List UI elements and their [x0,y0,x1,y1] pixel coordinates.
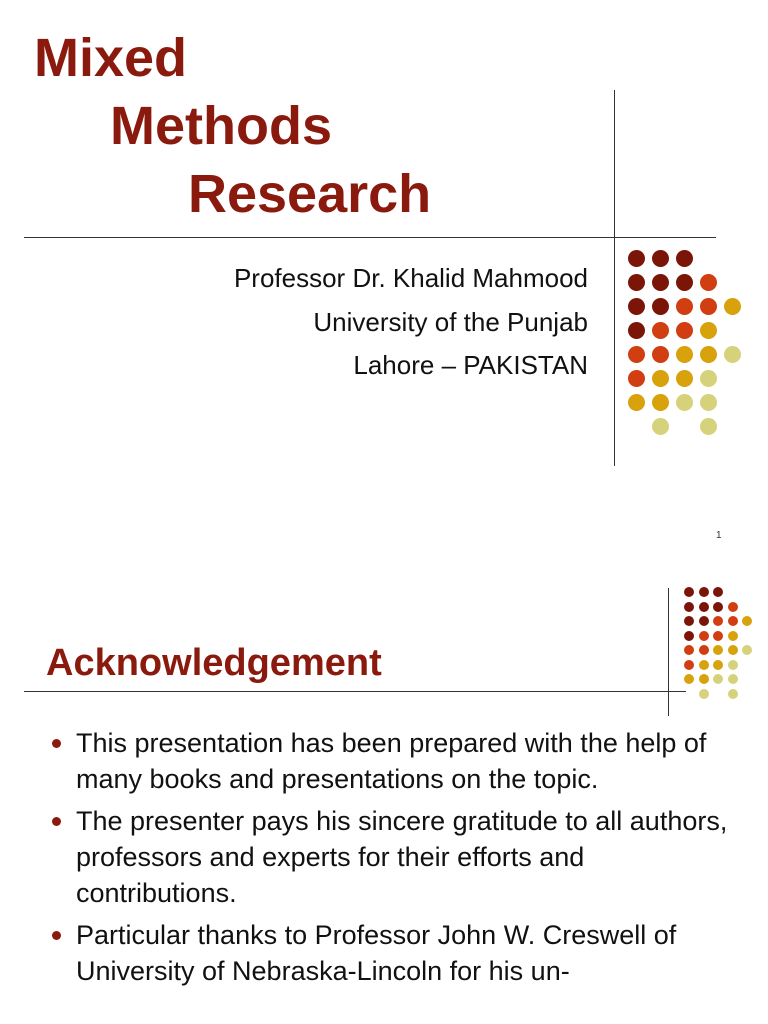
decorative-dot [652,298,669,315]
decorative-dot [652,346,669,363]
decorative-dot [713,674,723,684]
bullet-icon [52,739,61,748]
decorative-dot [700,418,717,435]
bullet-icon [52,817,61,826]
decorative-dot [724,346,741,363]
decorative-dot [628,250,645,267]
decorative-dot [728,660,738,670]
decorative-dot [676,298,693,315]
decorative-dot [700,322,717,339]
decorative-dot [652,394,669,411]
decorative-dot [699,631,709,641]
decorative-dot [700,274,717,291]
decorative-dot [684,645,694,655]
bullet-icon [52,931,61,940]
decorative-dot [728,674,738,684]
decorative-dot [713,602,723,612]
title-line-2: Methods [110,96,332,156]
decorative-dot [652,322,669,339]
decorative-dot [652,370,669,387]
decorative-dot [699,674,709,684]
bullet-list [46,725,736,995]
title-line-3: Research [188,164,432,224]
title-divider-horizontal [24,237,716,238]
decorative-dot [676,250,693,267]
decorative-dot [728,616,738,626]
decorative-dot [628,322,645,339]
decorative-dot [713,631,723,641]
decorative-dot [676,274,693,291]
decorative-dot [676,370,693,387]
decorative-dot [652,250,669,267]
decorative-dot [684,631,694,641]
acknowledgement-slide [0,560,768,1024]
decorative-dot [713,587,723,597]
decorative-dot [699,602,709,612]
decorative-dot [728,645,738,655]
decorative-dot [676,346,693,363]
bullet-text: The presenter pays his sincere gratitude to all authors, professors and experts for their efforts and contributions. [76,806,728,908]
author-location: Lahore – PAKISTAN [353,350,588,380]
author-institution: University of the Punjab [313,307,588,337]
decorative-dot [728,631,738,641]
decorative-dot [652,418,669,435]
decorative-dot [628,346,645,363]
ack-divider-horizontal [24,691,686,692]
title-line-1: Mixed [34,28,188,88]
author-name: Professor Dr. Khalid Mahmood [233,263,588,293]
title-divider-vertical [614,90,615,466]
decorative-dot [684,674,694,684]
slide-title: Acknowledgement [46,642,382,684]
decorative-dot [684,602,694,612]
decorative-dot [713,645,723,655]
decorative-dot [742,645,752,655]
decorative-dot [684,660,694,670]
decorative-dot [652,274,669,291]
bullet-text: Particular thanks to Professor John W. Creswell of University of Nebraska-Lincoln for his un- [76,920,677,986]
decorative-dot [742,616,752,626]
page-number: 1 [716,530,722,541]
decorative-dot [700,370,717,387]
decorative-dot [713,660,723,670]
decorative-dot [700,346,717,363]
decorative-dot [628,274,645,291]
decorative-dot [684,616,694,626]
decorative-dot [728,689,738,699]
decorative-dot [628,394,645,411]
bullet-item [46,725,736,797]
decorative-dot [628,298,645,315]
bullet-item [46,803,736,911]
decorative-dot [676,394,693,411]
decorative-dot [713,616,723,626]
decorative-dot [728,602,738,612]
decorative-dot [699,660,709,670]
decorative-dot [700,394,717,411]
decorative-dot [699,587,709,597]
decorative-dot [700,298,717,315]
bullet-text: This presentation has been prepared with the help of many books and presentations on the topic. [76,728,707,794]
decorative-dot [628,370,645,387]
decorative-dot [684,587,694,597]
decorative-dot [699,645,709,655]
decorative-dot [676,322,693,339]
decorative-dot [724,298,741,315]
decorative-dot [699,689,709,699]
ack-divider-vertical [668,588,669,716]
decorative-dot [699,616,709,626]
bullet-item [46,917,736,989]
